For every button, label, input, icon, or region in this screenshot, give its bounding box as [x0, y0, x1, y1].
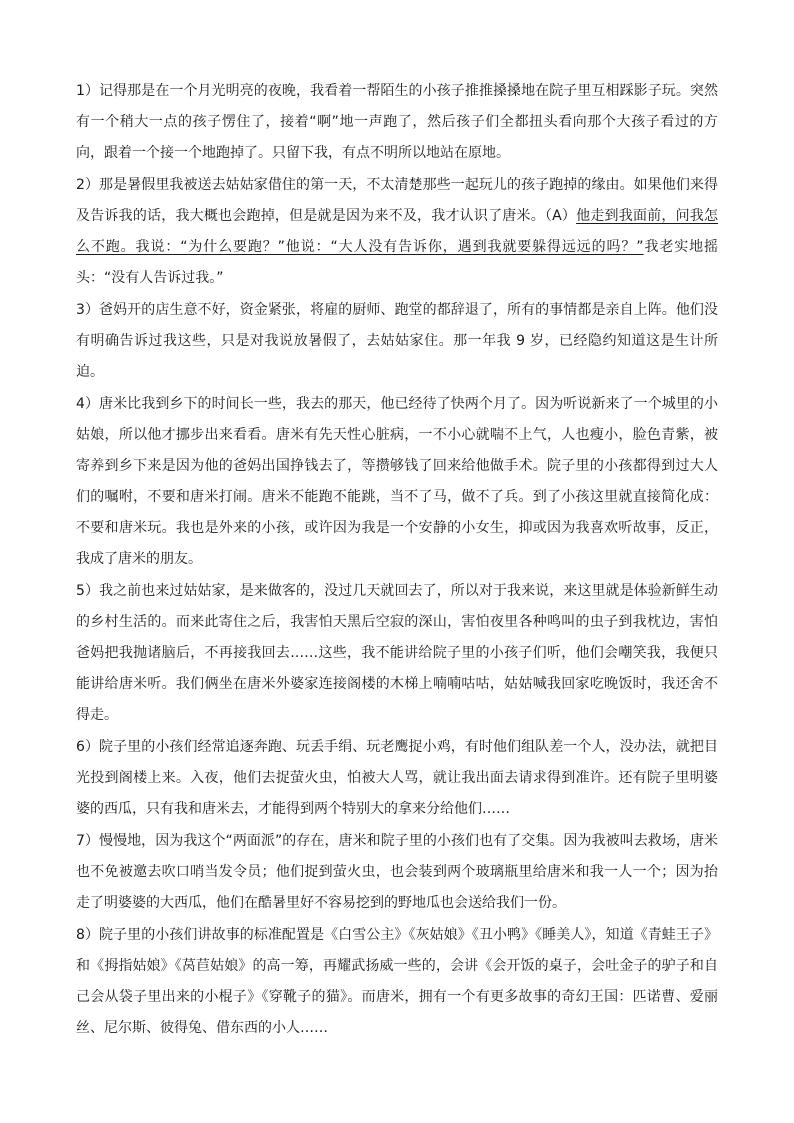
document-page [76, 76, 718, 1045]
paragraph-3: 3）爸妈开的店生意不好，资金紧张，将雇的厨师、跑堂的都辞退了，所有的事情都是亲自上阵。他们没有明确告诉过我这些，只是对我说放暑假了，去姑姑家住。那一年我 9 岁，已经隐约知道这是生计所迫。 [76, 302, 718, 380]
paragraph-7: 7）慢慢地，因为我这个“两面派”的存在，唐米和院子里的小孩们也有了交集。因为我被叫去救场，唐米也不免被邀去吹口哨当发令员；他们捉到萤火虫，也会装到两个玻璃瓶里给唐米和我一人一个；因为抬走了明婆婆的大西瓜，他们在酷暑里好不容易挖到的野地瓜也会送给我们一份。 [76, 833, 718, 911]
paragraph-1: 1）记得那是在一个月光明亮的夜晚，我看着一帮陌生的小孩子推推搡搡地在院子里互相踩影子玩。突然有一个稍大一点的孩子愣住了，接着“啊”地一声跑了，然后孩子们全都扭头看向那个大孩子看过的方向，跟着一个接一个地跑掉了。只留下我，有点不明所以地站在原地。 [76, 83, 718, 161]
paragraph-5: 5）我之前也来过姑姑家，是来做客的，没过几天就回去了，所以对于我来说，来这里就是体验新鲜生动的乡村生活的。而来此寄住之后，我害怕天黑后空寂的深山，害怕夜里各种鸣叫的虫子到我枕边，害怕爸妈把我抛诸脑后，不再接我回去……这些，我不能讲给院子里的小孩子们听，他们会嘲笑我，我便只能讲给唐米听。我们俩坐在唐米外婆家连接阁楼的木梯上喃喃咕咕，姑姑喊我回家吃晚饭时，我还舍不得走。 [76, 583, 718, 723]
paragraph-4: 4）唐米比我到乡下的时间长一些，我去的那天，他已经待了快两个月了。因为听说新来了一个城里的小姑娘，所以他才挪步出来看看。唐米有先天性心脏病，一不小心就喘不上气，人也瘦小，脸色青紫，被寄养到乡下来是因为他的爸妈出国挣钱去了，等攒够钱了回来给他做手术。院子里的小孩都得到过大人们的嘱咐，不要和唐米打闹。唐米不能跑不能跳，当不了马，做不了兵。到了小孩这里就直接简化成：不要和唐米玩。我也是外来的小孩，或许因为我是一个安静的小女生，抑或因为我喜欢听故事，反正，我成了唐米的朋友。 [76, 396, 718, 567]
paragraph-2-intro: 2）那是暑假里我被送去姑姑家借住的第一天，不太清楚那些一起玩儿的孩子跑掉的缘由。如果他们来得及告诉我的话，我大概也会跑掉，但是就是因为来不及，我才认识了唐米。（A） [76, 177, 718, 224]
paragraph-6: 6）院子里的小孩们经常追逐奔跑、玩丢手绢、玩老鹰捉小鸡，有时他们组队差一个人，没办法，就把目光投到阁楼上来。入夜，他们去捉萤火虫，怕被大人骂，就让我出面去请求得到准许。还有院子里明婆婆的西瓜，只有我和唐米去，才能得到两个特别大的拿来分给他们…… [76, 739, 718, 817]
underlined-passage-a: 他走到我面前，问我怎么不跑。我说：“为什么要跑？”他说：“大人没有告诉你，遇到我就要躲得远远的吗？” [76, 208, 719, 255]
paragraph-8: 8）院子里的小孩们讲故事的标准配置是《白雪公主》《灰姑娘》《丑小鸭》《睡美人》，知道《青蛙王子》和《拇指姑娘》《莴苣姑娘》的高一筹，再耀武扬威一些的，会讲《会开饭的桌子，会吐金子的驴子和自己会从袋子里出来的小棍子》《穿靴子的猫》。而唐米，拥有一个有更多故事的奇幻王国：匹诺曹、爱丽丝、尼尔斯、彼得兔、借东西的小人…… [76, 927, 718, 1036]
paragraph-2 [76, 170, 718, 294]
paragraph-2-ending: 我老实地摇头：“没有人告诉过我。” [76, 239, 719, 286]
